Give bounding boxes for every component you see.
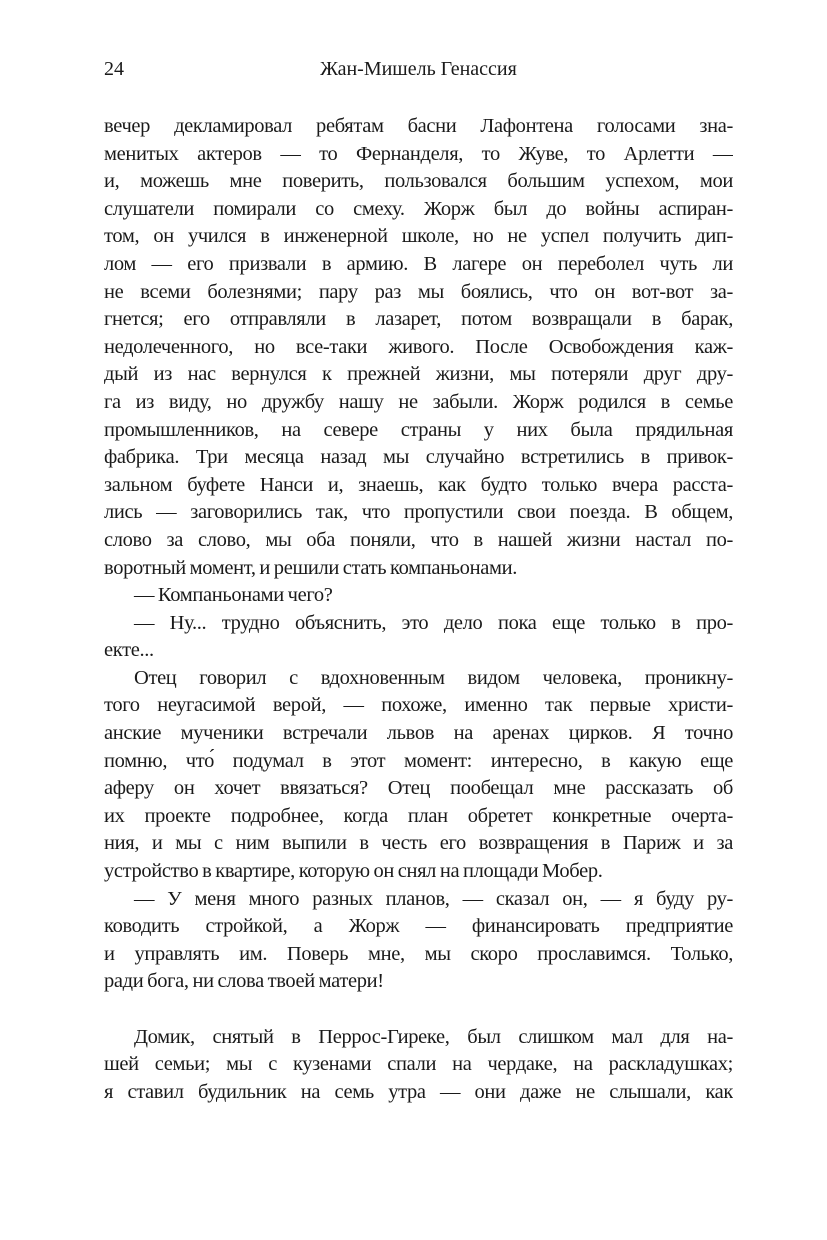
paragraph [104,610,733,665]
text-line: екте... [104,639,154,662]
text-line: ради бога, ни слова твоей матери! [104,970,384,993]
text-line: том, он учился в инженерной школе, но не успел получить дип- [104,225,733,248]
paragraph [104,665,733,886]
page-body-text [104,113,733,1106]
paragraph [104,1024,733,1107]
text-line: — Компаньонами чего? [134,584,333,607]
text-line: га из виду, но дружбу нашу не забыли. Жорж родился в семье [104,390,733,413]
text-line: анские мученики встречали львов на аренах цирков. Я точно [104,722,733,745]
paragraph [104,113,733,582]
text-line: менитых актеров — то Фернанделя, то Жуве, то Арлетти — [104,142,733,165]
text-line: аферу он хочет ввязаться? Отец пообещал мне рассказать об [104,777,733,800]
text-line: слушатели помирали со смеху. Жорж был до войны аспиран- [104,197,733,220]
text-line: гнется; его отправляли в лазарет, потом возвращали в барак, [104,308,733,331]
text-line: воротный момент, и решили стать компаньонами. [104,556,517,579]
text-line: я ставил будильник на семь утра — они даже не слышали, как [104,1080,733,1103]
text-line: помню, что́ подумал в этот момент: интересно, в какую еще [104,749,733,772]
text-line: устройство в квартире, которую он снял на площади Мобер. [104,860,603,883]
text-line: вечер декламировал ребятам басни Лафонтена голосами зна- [104,115,733,137]
text-line: не всеми болезнями; пару раз мы боялись, что он вот-вот за- [104,280,733,303]
text-line: и, можешь мне поверить, пользовался большим успехом, мои [104,170,733,193]
paragraph [104,582,733,610]
text-line: — У меня много разных планов, — сказал он, — я буду ру- [134,887,733,910]
text-line: шей семьи; мы с кузенами спали на чердаке, на раскладушках; [104,1053,733,1076]
text-line: Отец говорил с вдохновенным видом человека, проникну- [134,666,733,689]
text-line: зальном буфете Нанси и, знаешь, как будто только вчера расста- [104,473,733,496]
text-line: ководить стройкой, а Жорж — финансировать предприятие [104,915,733,938]
text-line: слово за слово, мы оба поняли, что в нашей жизни настал по- [104,528,733,551]
text-line: их проекте подробнее, когда план обретет конкретные очерта- [104,804,733,827]
text-line: — Ну... трудно объяснить, это дело пока еще только в про- [134,611,733,634]
text-line: лись — заговорились так, что пропустили свои поезда. В общем, [104,501,733,524]
text-line: того неугасимой верой, — похоже, именно так первые христи- [104,694,733,717]
text-line: промышленников, на севере страны у них была прядильная [104,418,733,441]
section-break [104,996,733,1024]
page-number: 24 [104,58,124,80]
text-line: и управлять им. Поверь мне, мы скоро прославимся. Только, [104,942,733,965]
text-line: лом — его призвали в армию. В лагере он переболел чуть ли [104,252,733,275]
text-line: Домик, снятый в Перрос-Гиреке, был слишком мал для на- [134,1025,733,1048]
text-line: ния, и мы с ним выпили в честь его возвращения в Париж и за [104,832,733,855]
text-line: фабрика. Три месяца назад мы случайно встретились в привок- [104,446,733,469]
page-header [104,58,733,86]
text-line: дый из нас вернулся к прежней жизни, мы потеряли друг дру- [104,363,733,386]
paragraph [104,886,733,996]
running-title: Жан-Мишель Генассия [320,58,517,80]
text-line: недолеченного, но все-таки живого. После Освобождения каж- [104,335,733,358]
